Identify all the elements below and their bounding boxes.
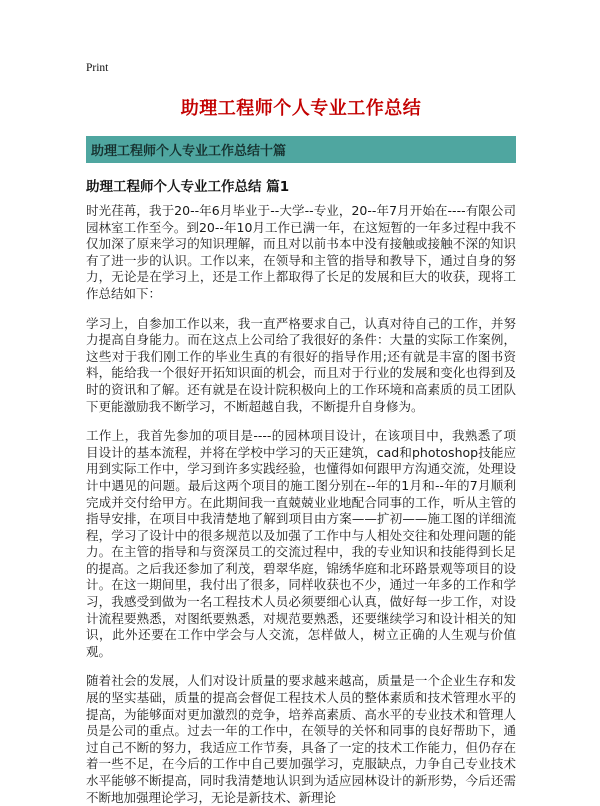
paragraph: 学习上，自参加工作以来，我一直严格要求自己，认真对待自己的工作，并努力提高自身能力。而在这点上公司给了我很好的条件：大量的实际工作案例，这些对于我们刚工作的毕业生真的有很好的指导作用;还有就是丰富的图书资料，能给我一个很好开拓知识面的机会，而且对于行业的发展和变化也得到及时的资讯和了解。还有就是在设计院积极向上的工作环境和高素质的员工团队下更能激励我不断学习，不断超越自我，不断提升自身修为。 [86, 315, 516, 414]
subtitle-banner: 助理工程师个人专业工作总结十篇 [86, 136, 516, 163]
print-button[interactable]: Print [86, 62, 109, 74]
section-heading: 助理工程师个人专业工作总结 篇1 [86, 179, 290, 195]
paragraph: 随着社会的发展，人们对设计质量的要求越来越高，质量是一个企业生存和发展的坚实基础，质量的提高会督促工程技术人员的整体素质和技术管理水平的提高，为能够面对更加激烈的竞争，培养高素质、高水平的专业技术和管理人员是公司的重点。过去一年的工作中，在领导的关怀和同事的良好帮助下，通过自己不断的努力，我适应工作节奏，具备了一定的技术工作能力，但仍存在着一些不足，在今后的工作中自己要加强学习，克服缺点，力争自己专业技术水平能够不断提高，同时我清楚地认识到为适应园林设计的新形势，今后还需不断地加强理论学习，无论是新技术、新理论 [86, 673, 516, 805]
article-body [86, 203, 516, 806]
paragraph: 时光荏苒，我于20--年6月毕业于--大学--专业，20--年7月开始在----有限公司园林室工作至今。到20--年10月工作已满一年，在这短暂的一年多过程中我不仅加深了原来学习的知识理解，而且对以前书本中没有接触或接触不深的知识有了进一步的认识。工作以来，在领导和主管的指导和教导下，通过自身的努力，无论是在学习上，还是工作上都取得了长足的发展和巨大的收获，现将工作总结如下： [86, 203, 516, 301]
page-title: 助理工程师个人专业工作总结 [180, 98, 422, 119]
paragraph: 工作上，我首先参加的项目是----的园林项目设计，在该项目中，我熟悉了项目设计的基本流程，并将在学校中学习的天正建筑，cad和photoshop技能应用到实际工作中，学习到许多实践经验，也懂得如何跟甲方沟通交流，处理设计中遇见的问题。最后这两个项目的施工图分别在--年的1月和--年的7月顺利完成并交付给甲方。在此期间我一直兢兢业业地配合同事的工作，听从主管的指导安排，在项目中我清楚地了解到项目由方案——扩初——施工图的详细流程，学习了设计中的很多规范以及加强了工作中与人相处交往和处理问题的能力。在主管的指导和与资深员工的交流过程中，我的专业知识和技能得到长足的提高。之后我还参加了利茂，碧翠华庭，锦绣华庭和北环路景观等项目的设计。在这一期间里，我付出了很多，同样收获也不少，通过一年多的工作和学习，我感受到做为一名工程技术人员必须要细心认真，做好每一步工作，对设计流程要熟悉，对图纸要熟悉，对规范要熟悉，还要继续学习和设计相关的知识，此外还要在工作中学会与人交流，怎样做人，树立正确的人生观与价值观。 [86, 428, 516, 659]
